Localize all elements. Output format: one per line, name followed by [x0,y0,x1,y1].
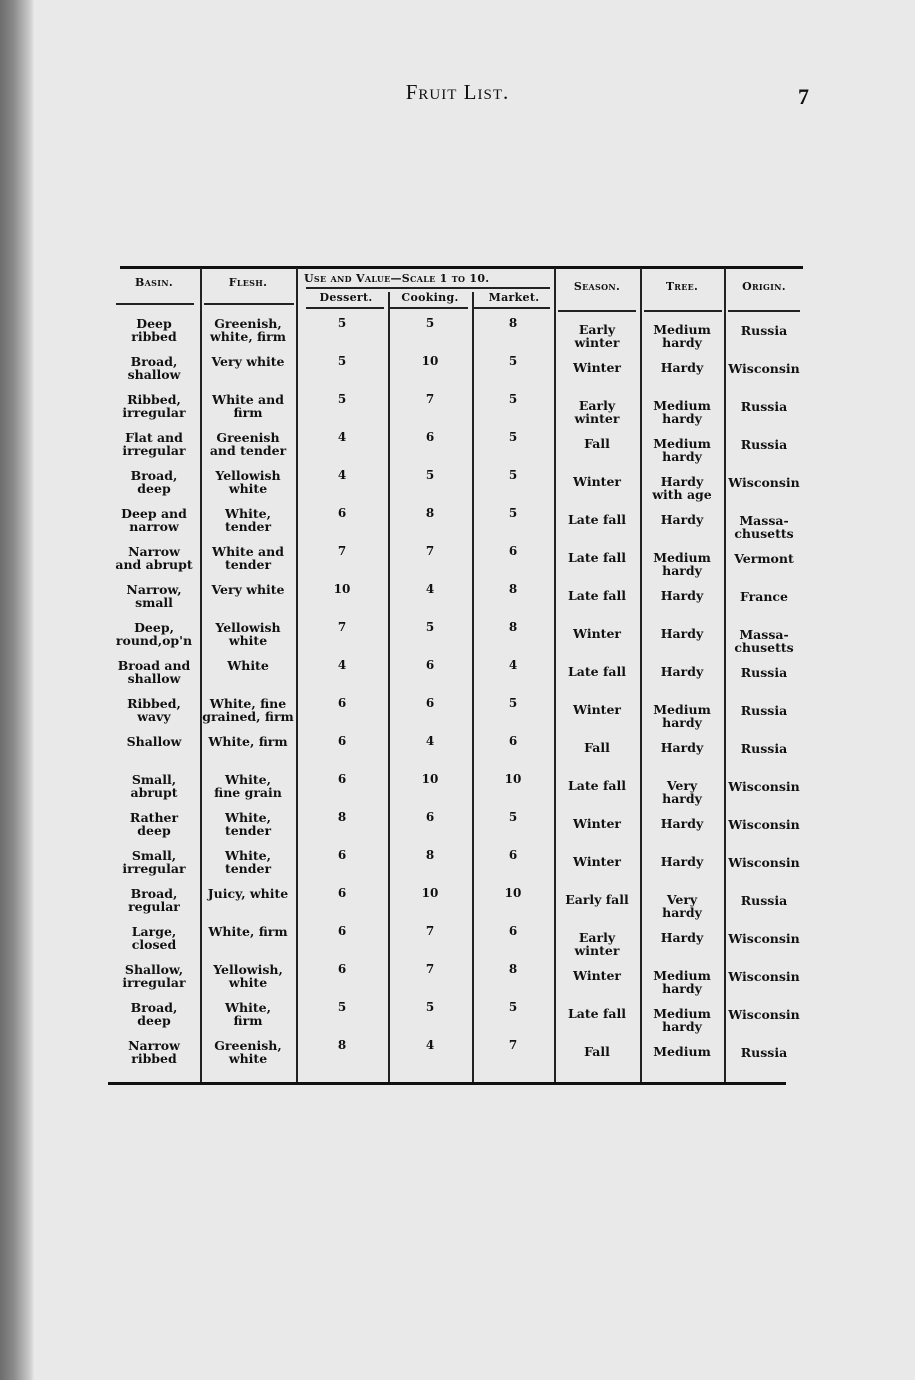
table-bottom-rule [108,1082,786,1085]
cell-cooking: 8 [425,506,435,520]
cell-season: Winter [573,360,621,375]
cell-flesh: Greenish, white, firm [210,316,286,344]
use-group-rule [306,287,550,289]
cell-origin: France [740,589,788,604]
cell-market: 8 [508,962,518,976]
cell-flesh: Very white [211,354,285,369]
cell-dessert: 4 [337,430,347,444]
header-rule-market [474,307,550,309]
cell-season: Early winter [574,398,620,426]
cell-tree: Hardy [660,626,704,641]
cell-dessert: 6 [337,924,347,938]
cell-basin: Shallow, irregular [122,962,186,990]
cell-origin: Russia [740,437,788,452]
cell-season: Winter [573,702,621,717]
cell-flesh: White, firm [208,924,288,939]
cell-market: 8 [508,582,518,596]
cell-origin: Wisconsin [728,969,800,984]
cell-market: 8 [508,316,518,330]
cell-basin: Broad, shallow [127,354,181,382]
cell-market: 6 [508,924,518,938]
cell-flesh: Greenish, white [214,1038,282,1066]
cell-dessert: 8 [337,810,347,824]
cell-market: 6 [508,734,518,748]
cell-tree: Very hardy [662,892,702,920]
cell-cooking: 6 [425,810,435,824]
cell-dessert: 5 [337,1000,347,1014]
cell-cooking: 10 [421,772,439,786]
cell-basin: Deep ribbed [131,316,177,344]
cell-origin: Russia [740,741,788,756]
cell-cooking: 4 [425,734,435,748]
header-rule-origin [728,310,800,312]
cell-tree: Medium hardy [653,436,711,464]
cell-cooking: 5 [425,316,435,330]
cell-origin: Russia [740,893,788,908]
header-rule-tree [644,310,722,312]
cell-dessert: 5 [337,392,347,406]
cell-flesh: Yellowish white [215,620,281,648]
cell-dessert: 5 [337,354,347,368]
cell-market: 5 [508,354,518,368]
cell-market: 4 [508,658,518,672]
header-cooking: Cooking. [401,291,459,304]
cell-tree: Medium hardy [653,322,711,350]
cell-basin: Deep, round,op'n [115,620,193,648]
fruit-table [108,266,803,1086]
cell-cooking: 7 [425,392,435,406]
cell-season: Late fall [568,664,626,679]
header-market: Market. [488,291,540,304]
cell-tree: Hardy [660,854,704,869]
cell-tree: Medium hardy [653,968,711,996]
cell-tree: Hardy [660,816,704,831]
cell-dessert: 6 [337,506,347,520]
cell-tree: Hardy [660,360,704,375]
header-use-value: Use and Value—Scale 1 to 10. [304,272,490,285]
cell-origin: Wisconsin [728,475,800,490]
running-head [0,80,915,105]
cell-basin: Shallow [126,734,182,749]
cell-dessert: 6 [337,696,347,710]
cell-season: Winter [573,854,621,869]
cell-season: Late fall [568,778,626,793]
cell-tree: Hardy [660,740,704,755]
cell-flesh: White, tender [224,810,272,838]
cell-basin: Rather deep [129,810,179,838]
cell-tree: Very hardy [662,778,702,806]
cell-flesh: Yellowish, white [213,962,283,990]
cell-cooking: 5 [425,620,435,634]
cell-market: 10 [504,886,522,900]
cell-market: 6 [508,848,518,862]
cell-origin: Russia [740,703,788,718]
cell-origin: Russia [740,665,788,680]
cell-dessert: 6 [337,734,347,748]
cell-flesh: Greenish and tender [209,430,287,458]
cell-origin: Wisconsin [728,931,800,946]
cell-dessert: 5 [337,316,347,330]
cell-tree: Hardy with age [652,474,712,502]
header-season: Season. [573,280,621,293]
cell-flesh: White, fine grain [214,772,282,800]
cell-basin: Ribbed, irregular [122,392,186,420]
cell-cooking: 4 [425,582,435,596]
cell-season: Fall [584,436,610,451]
cell-season: Late fall [568,588,626,603]
cell-tree: Hardy [660,512,704,527]
cell-market: 8 [508,620,518,634]
header-origin: Origin. [742,280,786,293]
cell-flesh: Yellowish white [215,468,281,496]
cell-flesh: White, tender [224,848,272,876]
cell-origin: Massa- chusetts [734,627,794,655]
cell-origin: Wisconsin [728,1007,800,1022]
cell-basin: Flat and irregular [122,430,186,458]
cell-market: 5 [508,468,518,482]
cell-cooking: 7 [425,924,435,938]
cell-tree: Hardy [660,588,704,603]
cell-basin: Broad, deep [130,468,178,496]
cell-cooking: 6 [425,696,435,710]
cell-dessert: 7 [337,544,347,558]
separator-flesh-dessert [296,268,298,1082]
running-head-text: Fruit List. [405,80,510,104]
cell-basin: Small, abrupt [130,772,178,800]
cell-cooking: 10 [421,886,439,900]
cell-cooking: 8 [425,848,435,862]
page-number: 7 [798,84,809,109]
cell-flesh: Juicy, white [207,886,289,901]
cell-flesh: White, tender [224,506,272,534]
cell-basin: Broad and shallow [117,658,191,686]
cell-basin: Deep and narrow [121,506,187,534]
cell-origin: Wisconsin [728,361,800,376]
cell-cooking: 5 [425,468,435,482]
separator-basin-flesh [200,268,202,1082]
cell-cooking: 6 [425,430,435,444]
cell-origin: Wisconsin [728,855,800,870]
cell-market: 5 [508,810,518,824]
header-basin: Basin. [135,276,173,289]
cell-tree: Hardy [660,664,704,679]
cell-dessert: 8 [337,1038,347,1052]
cell-basin: Narrow, small [126,582,182,610]
cell-origin: Russia [740,1045,788,1060]
cell-basin: Large, closed [131,924,177,952]
cell-flesh: White and tender [212,544,284,572]
cell-flesh: White [227,658,269,673]
cell-dessert: 6 [337,772,347,786]
cell-dessert: 6 [337,962,347,976]
cell-tree: Hardy [660,930,704,945]
cell-cooking: 6 [425,658,435,672]
table-top-rule [120,266,803,269]
cell-dessert: 6 [337,886,347,900]
cell-season: Late fall [568,1006,626,1021]
cell-cooking: 7 [425,544,435,558]
cell-dessert: 4 [337,658,347,672]
cell-origin: Wisconsin [728,779,800,794]
cell-dessert: 6 [337,848,347,862]
cell-flesh: White, fine grained, firm [202,696,294,724]
cell-season: Late fall [568,512,626,527]
cell-tree: Medium hardy [653,398,711,426]
cell-season: Fall [584,740,610,755]
cell-market: 5 [508,392,518,406]
cell-basin: Small, irregular [122,848,186,876]
cell-season: Early winter [574,322,620,350]
cell-basin: Broad, deep [130,1000,178,1028]
cell-market: 5 [508,696,518,710]
header-rule-season [558,310,636,312]
cell-market: 6 [508,544,518,558]
header-rule-basin [116,303,194,305]
cell-basin: Narrow and abrupt [115,544,193,572]
cell-cooking: 10 [421,354,439,368]
header-rule-flesh [204,303,294,305]
cell-market: 5 [508,430,518,444]
cell-flesh: White, firm [208,734,288,749]
cell-basin: Broad, regular [128,886,180,914]
cell-tree: Medium hardy [653,550,711,578]
header-tree: Tree. [665,280,699,293]
cell-flesh: White, firm [225,1000,271,1028]
cell-cooking: 7 [425,962,435,976]
cell-tree: Medium hardy [653,702,711,730]
cell-season: Early fall [565,892,629,907]
cell-dessert: 10 [333,582,351,596]
cell-market: 5 [508,1000,518,1014]
cell-cooking: 4 [425,1038,435,1052]
cell-tree: Medium [653,1044,711,1059]
cell-season: Winter [573,474,621,489]
header-rule-dessert [306,307,384,309]
cell-origin: Wisconsin [728,817,800,832]
cell-season: Late fall [568,550,626,565]
cell-season: Winter [573,968,621,983]
cell-flesh: Very white [211,582,285,597]
cell-market: 7 [508,1038,518,1052]
cell-origin: Russia [740,399,788,414]
cell-market: 5 [508,506,518,520]
header-dessert: Dessert. [319,291,373,304]
cell-origin: Vermont [734,551,794,566]
cell-origin: Massa- chusetts [734,513,794,541]
cell-season: Winter [573,816,621,831]
cell-dessert: 7 [337,620,347,634]
cell-season: Early winter [574,930,620,958]
cell-season: Fall [584,1044,610,1059]
cell-cooking: 5 [425,1000,435,1014]
cell-basin: Narrow ribbed [128,1038,180,1066]
header-flesh: Flesh. [228,276,268,289]
header-rule-cooking [390,307,468,309]
cell-market: 10 [504,772,522,786]
cell-tree: Medium hardy [653,1006,711,1034]
page-binding-shadow [0,0,34,1380]
cell-flesh: White and firm [212,392,284,420]
cell-dessert: 4 [337,468,347,482]
cell-basin: Ribbed, wavy [127,696,181,724]
cell-season: Winter [573,626,621,641]
cell-origin: Russia [740,323,788,338]
